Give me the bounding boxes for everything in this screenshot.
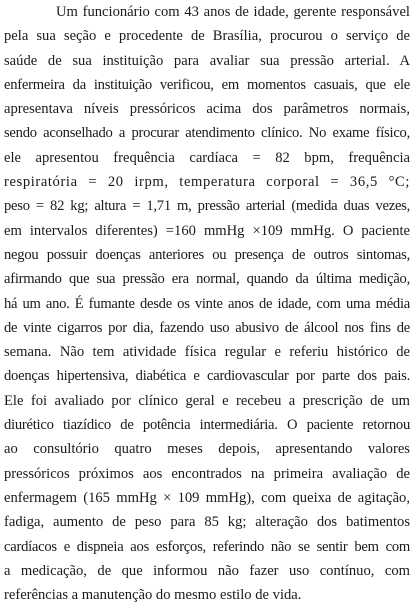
text-line: afirmando que sua pressão era normal, quando da última medição, bbox=[4, 271, 410, 288]
text-line: ao consultório quatro meses depois, apresentando valores bbox=[4, 441, 410, 458]
text-line: doenças hipertensiva, diabética e cardiovascular por parte dos pais. bbox=[4, 368, 410, 385]
text-line: ele apresentou frequência cardíaca = 82 bpm, frequência bbox=[4, 149, 410, 166]
text-line: em intervalos diferentes) =160 mmHg ×109 mmHg. O paciente bbox=[4, 222, 410, 239]
text-line: saúde de sua instituição para avaliar sua pressão arterial. A bbox=[4, 52, 410, 69]
text-line: respiratória = 20 irpm, temperatura corporal = 36,5 °C; bbox=[4, 174, 410, 191]
text-line: negou possuir doenças anteriores ou presença de outros sintomas, bbox=[4, 246, 410, 263]
text-line: enfermagem (165 mmHg × 109 mmHg), com queixa de agitação, bbox=[4, 489, 410, 506]
text-line: fadiga, aumento de peso para 85 kg; alteração dos batimentos bbox=[4, 514, 410, 531]
text-line: há um ano. É fumante desde os vinte anos de idade, com uma média bbox=[4, 295, 410, 312]
text-line: referências a manutenção do mesmo estilo de vida. bbox=[4, 587, 302, 604]
text-line: pressóricos próximos aos encontrados na primeira avaliação de bbox=[4, 465, 410, 482]
text-line: Um funcionário com 43 anos de idade, gerente responsável bbox=[56, 4, 410, 20]
text-line: pela sua seção e procedente de Brasília, procurou o serviço de bbox=[4, 28, 410, 45]
text-line: semana. Não tem atividade física regular e referiu histórico de bbox=[4, 344, 410, 361]
text-line: diurético tiazídico de potência intermediária. O paciente retornou bbox=[4, 417, 410, 434]
text-line: a medicação, de que informou não fazer uso contínuo, com bbox=[4, 562, 410, 579]
text-line: apresentava níveis pressóricos acima dos parâmetros normais, bbox=[4, 101, 410, 118]
text-line: sendo aconselhado a procurar atendimento clínico. No exame físico, bbox=[4, 125, 410, 142]
text-line: cardíacos e dispneia aos esforços, referindo não se sentir bem com bbox=[4, 538, 410, 555]
text-line: enfermeira da instituição verificou, em momentos casuais, que ele bbox=[4, 76, 410, 93]
text-line: Ele foi avaliado por clínico geral e recebeu a prescrição de um bbox=[4, 392, 410, 409]
text-line: de vinte cigarros por dia, fazendo uso abusivo de álcool nos fins de bbox=[4, 319, 410, 336]
text-line: peso = 82 kg; altura = 1,71 m, pressão arterial (medida duas vezes, bbox=[4, 198, 410, 215]
